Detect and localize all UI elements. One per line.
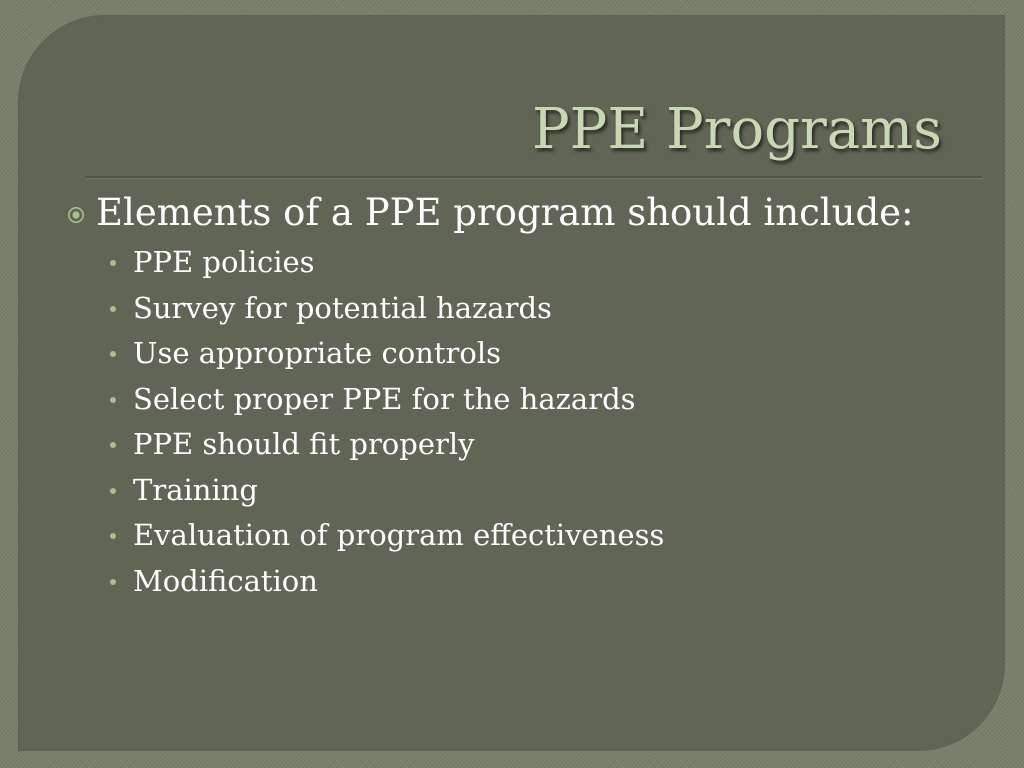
circle-dot-bullet-icon — [67, 206, 85, 224]
sub-bullet-item: PPE policies — [102, 240, 962, 286]
sub-bullet-item: Survey for potential hazards — [102, 286, 962, 332]
slide-title: PPE Programs — [531, 97, 942, 162]
title-divider — [85, 176, 982, 178]
sub-bullet-item: Modification — [102, 559, 962, 605]
sub-bullet-list — [62, 240, 962, 604]
main-bullet-text: Elements of a PPE program should include: — [96, 191, 914, 234]
sub-bullet-item: Use appropriate controls — [102, 331, 962, 377]
sub-bullet-item: Training — [102, 468, 962, 514]
sub-bullet-item: PPE should fit properly — [102, 422, 962, 468]
sub-bullet-item: Select proper PPE for the hazards — [102, 377, 962, 423]
sub-bullet-item: Evaluation of program effectiveness — [102, 513, 962, 559]
slide-content — [62, 188, 962, 604]
main-bullet-point — [62, 188, 962, 238]
